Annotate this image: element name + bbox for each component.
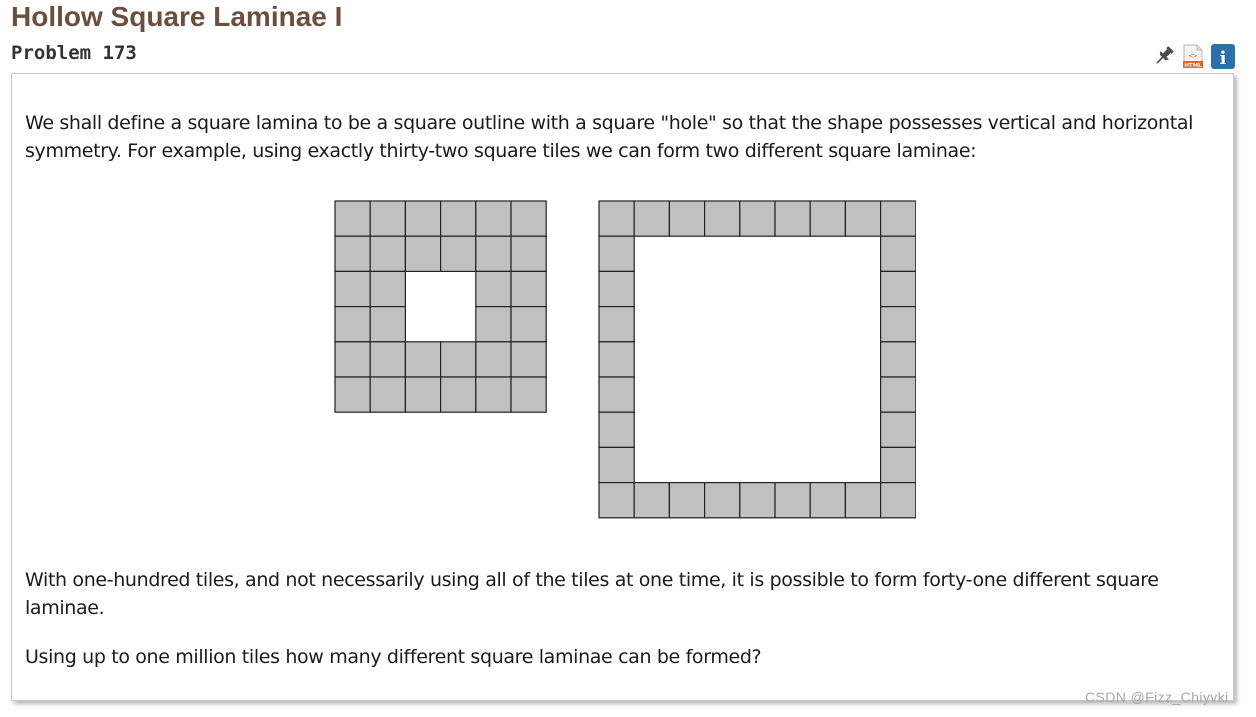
lamina-tile <box>740 201 775 236</box>
lamina-tile <box>775 483 810 518</box>
lamina-tile <box>370 377 405 412</box>
lamina-tile <box>775 201 810 236</box>
lamina-tile <box>476 377 511 412</box>
lamina-tile <box>511 342 546 377</box>
lamina-tile <box>599 412 634 447</box>
page-title: Hollow Square Laminae I <box>11 1 343 32</box>
problem-toolbar <box>1151 43 1237 70</box>
lamina-tile <box>405 236 440 271</box>
svg-text:<>: <> <box>1188 52 1198 60</box>
lamina-tile <box>881 271 916 306</box>
lamina-tile <box>441 236 476 271</box>
lamina-tile <box>476 307 511 342</box>
info-icon-label: i <box>1219 48 1227 69</box>
lamina-tile <box>335 271 370 306</box>
lamina-tile <box>669 483 704 518</box>
pin-button[interactable] <box>1151 43 1177 70</box>
info-icon <box>1210 43 1236 70</box>
lamina-tile <box>634 483 669 518</box>
problem-number: Problem 173 <box>11 42 137 64</box>
lamina-tile <box>881 377 916 412</box>
lamina-tile <box>705 483 740 518</box>
lamina-tile <box>810 483 845 518</box>
lamina-tile <box>335 342 370 377</box>
lamina-tile <box>599 271 634 306</box>
lamina-tile <box>599 201 634 236</box>
lamina-tile <box>370 236 405 271</box>
watermark: CSDN @Fizz_Chiyvki <box>1085 689 1229 705</box>
lamina-tile <box>370 342 405 377</box>
lamina-tile <box>335 307 370 342</box>
pin-icon <box>1151 43 1177 70</box>
lamina-tile <box>599 483 634 518</box>
lamina-tile <box>881 483 916 518</box>
lamina-tile <box>511 271 546 306</box>
lamina-tile <box>511 201 546 236</box>
lamina-tile <box>881 201 916 236</box>
lamina-tile <box>335 236 370 271</box>
html-icon-label: HTML <box>1184 63 1202 69</box>
lamina-tile <box>476 236 511 271</box>
laminae-figure <box>334 200 916 520</box>
lamina-tile <box>335 377 370 412</box>
lamina-tile <box>405 342 440 377</box>
problem-paragraph: We shall define a square lamina to be a square outline with a square "hole" so that the shape possesses vertical and horizontal symmetry. For example, using exactly thirty-two square tiles we can form two different square laminae: <box>25 112 1194 162</box>
lamina-tile <box>881 342 916 377</box>
lamina-tile <box>740 483 775 518</box>
html-icon <box>1180 43 1206 70</box>
html-download-button[interactable] <box>1180 43 1206 70</box>
lamina-tile <box>370 307 405 342</box>
lamina-tile <box>599 447 634 482</box>
lamina-tile <box>511 377 546 412</box>
lamina-tile <box>845 201 880 236</box>
lamina-tile <box>599 236 634 271</box>
lamina-tile <box>405 377 440 412</box>
lamina-tile <box>599 342 634 377</box>
lamina-tile <box>881 236 916 271</box>
lamina-tile <box>634 201 669 236</box>
info-button[interactable] <box>1210 43 1236 70</box>
lamina-tile <box>705 201 740 236</box>
lamina-tile <box>441 342 476 377</box>
lamina-tile <box>476 342 511 377</box>
lamina-tile <box>476 201 511 236</box>
lamina-tile <box>881 307 916 342</box>
lamina-tile <box>441 377 476 412</box>
lamina-2 <box>599 201 916 518</box>
lamina-tile <box>881 412 916 447</box>
lamina-tile <box>845 483 880 518</box>
lamina-tile <box>599 307 634 342</box>
lamina-tile <box>511 236 546 271</box>
lamina-tile <box>599 377 634 412</box>
lamina-tile <box>511 307 546 342</box>
problem-paragraph: With one-hundred tiles, and not necessarily using all of the tiles at one time, it is possible to form forty-one different square laminae. <box>25 569 1159 619</box>
lamina-tile <box>335 201 370 236</box>
lamina-tile <box>405 201 440 236</box>
lamina-tile <box>441 201 476 236</box>
lamina-tile <box>370 201 405 236</box>
lamina-tile <box>810 201 845 236</box>
problem-content <box>11 73 1234 701</box>
problem-question: Using up to one million tiles how many different square laminae can be formed? <box>25 646 762 668</box>
lamina-tile <box>476 271 511 306</box>
lamina-tile <box>370 271 405 306</box>
lamina-1 <box>335 201 546 412</box>
lamina-tile <box>881 447 916 482</box>
lamina-tile <box>669 201 704 236</box>
